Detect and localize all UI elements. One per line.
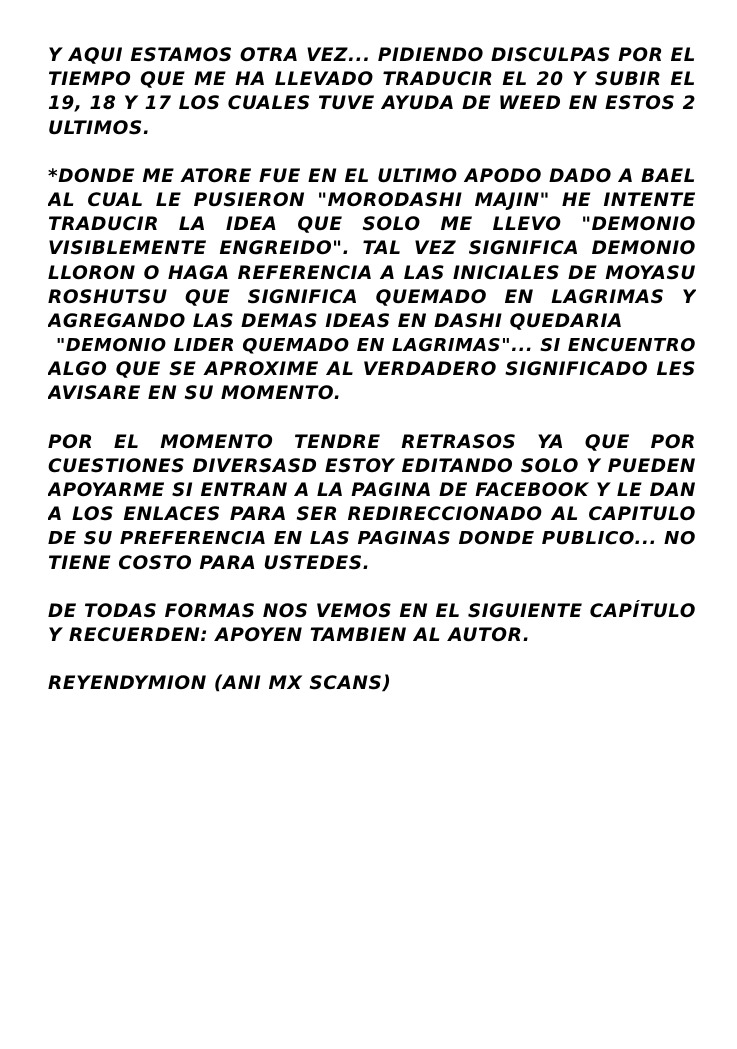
text-line: A LOS ENLACES PARA SER REDIRECCIONADO AL CAPITULO — [48, 504, 696, 526]
text-line: "DEMONIO LIDER QUEMADO EN LAGRIMAS"... SI ENCUENTRO — [56, 335, 696, 357]
text-line: CUESTIONES DIVERSASD ESTOY EDITANDO SOLO Y PUEDEN — [48, 455, 696, 477]
text-line: DE TODAS FORMAS NOS VEMOS EN EL SIGUIENTE CAPÍTULO — [48, 600, 696, 622]
text-line: DE SU PREFERENCIA EN LAS PAGINAS DONDE PUBLICO... NO — [48, 528, 696, 550]
text-line: LLORON O HAGA REFERENCIA A LAS INICIALES DE MOYASU — [48, 262, 696, 284]
text-line: ULTIMOS. — [48, 117, 151, 139]
translator-note-text — [48, 44, 696, 720]
text-line: TIEMPO QUE ME HA LLEVADO TRADUCIR EL 20 Y SUBIR EL — [48, 69, 696, 91]
text-line: ROSHUTSU QUE SIGNIFICA QUEMADO EN LAGRIMAS Y — [48, 286, 696, 308]
text-line: Y AQUI ESTAMOS OTRA VEZ... PIDIENDO DISCULPAS POR EL — [48, 45, 696, 66]
text-line: AVISARE EN SU MOMENTO. — [48, 383, 342, 405]
text-line: ALGO QUE SE APROXIME AL VERDADERO SIGNIFICADO LES — [48, 359, 696, 381]
paragraph-apology — [48, 44, 696, 141]
text-line: AGREGANDO LAS DEMAS IDEAS EN DASHI QUEDARIA — [48, 310, 623, 332]
text-line: POR EL MOMENTO TENDRE RETRASOS YA QUE POR — [48, 431, 696, 453]
text-line: AL CUAL LE PUSIERON "MORODASHI MAJIN" HE INTENTE — [48, 189, 696, 211]
paragraph-delays-support — [48, 431, 696, 576]
text-line: TIENE COSTO PARA USTEDES. — [48, 552, 371, 574]
text-line: VISIBLEMENTE ENGREIDO". TAL VEZ SIGNIFICA DEMONIO — [48, 238, 696, 260]
translator-signature: REYENDYMION (ANI MX SCANS) — [48, 673, 392, 695]
text-line: TRADUCIR LA IDEA QUE SOLO ME LLEVO "DEMONIO — [48, 214, 696, 236]
paragraph-translation-note — [48, 165, 696, 407]
text-line: Y RECUERDEN: APOYEN TAMBIEN AL AUTOR. — [48, 624, 531, 646]
text-line: APOYARME SI ENTRAN A LA PAGINA DE FACEBOOK Y LE DAN — [48, 480, 696, 501]
text-line: 19, 18 Y 17 LOS CUALES TUVE AYUDA DE WEED EN ESTOS 2 — [48, 93, 696, 115]
paragraph-signature — [48, 672, 696, 696]
text-line: *DONDE ME ATORE FUE EN EL ULTIMO APODO DADO A BAEL — [48, 165, 696, 187]
paragraph-farewell — [48, 600, 696, 648]
